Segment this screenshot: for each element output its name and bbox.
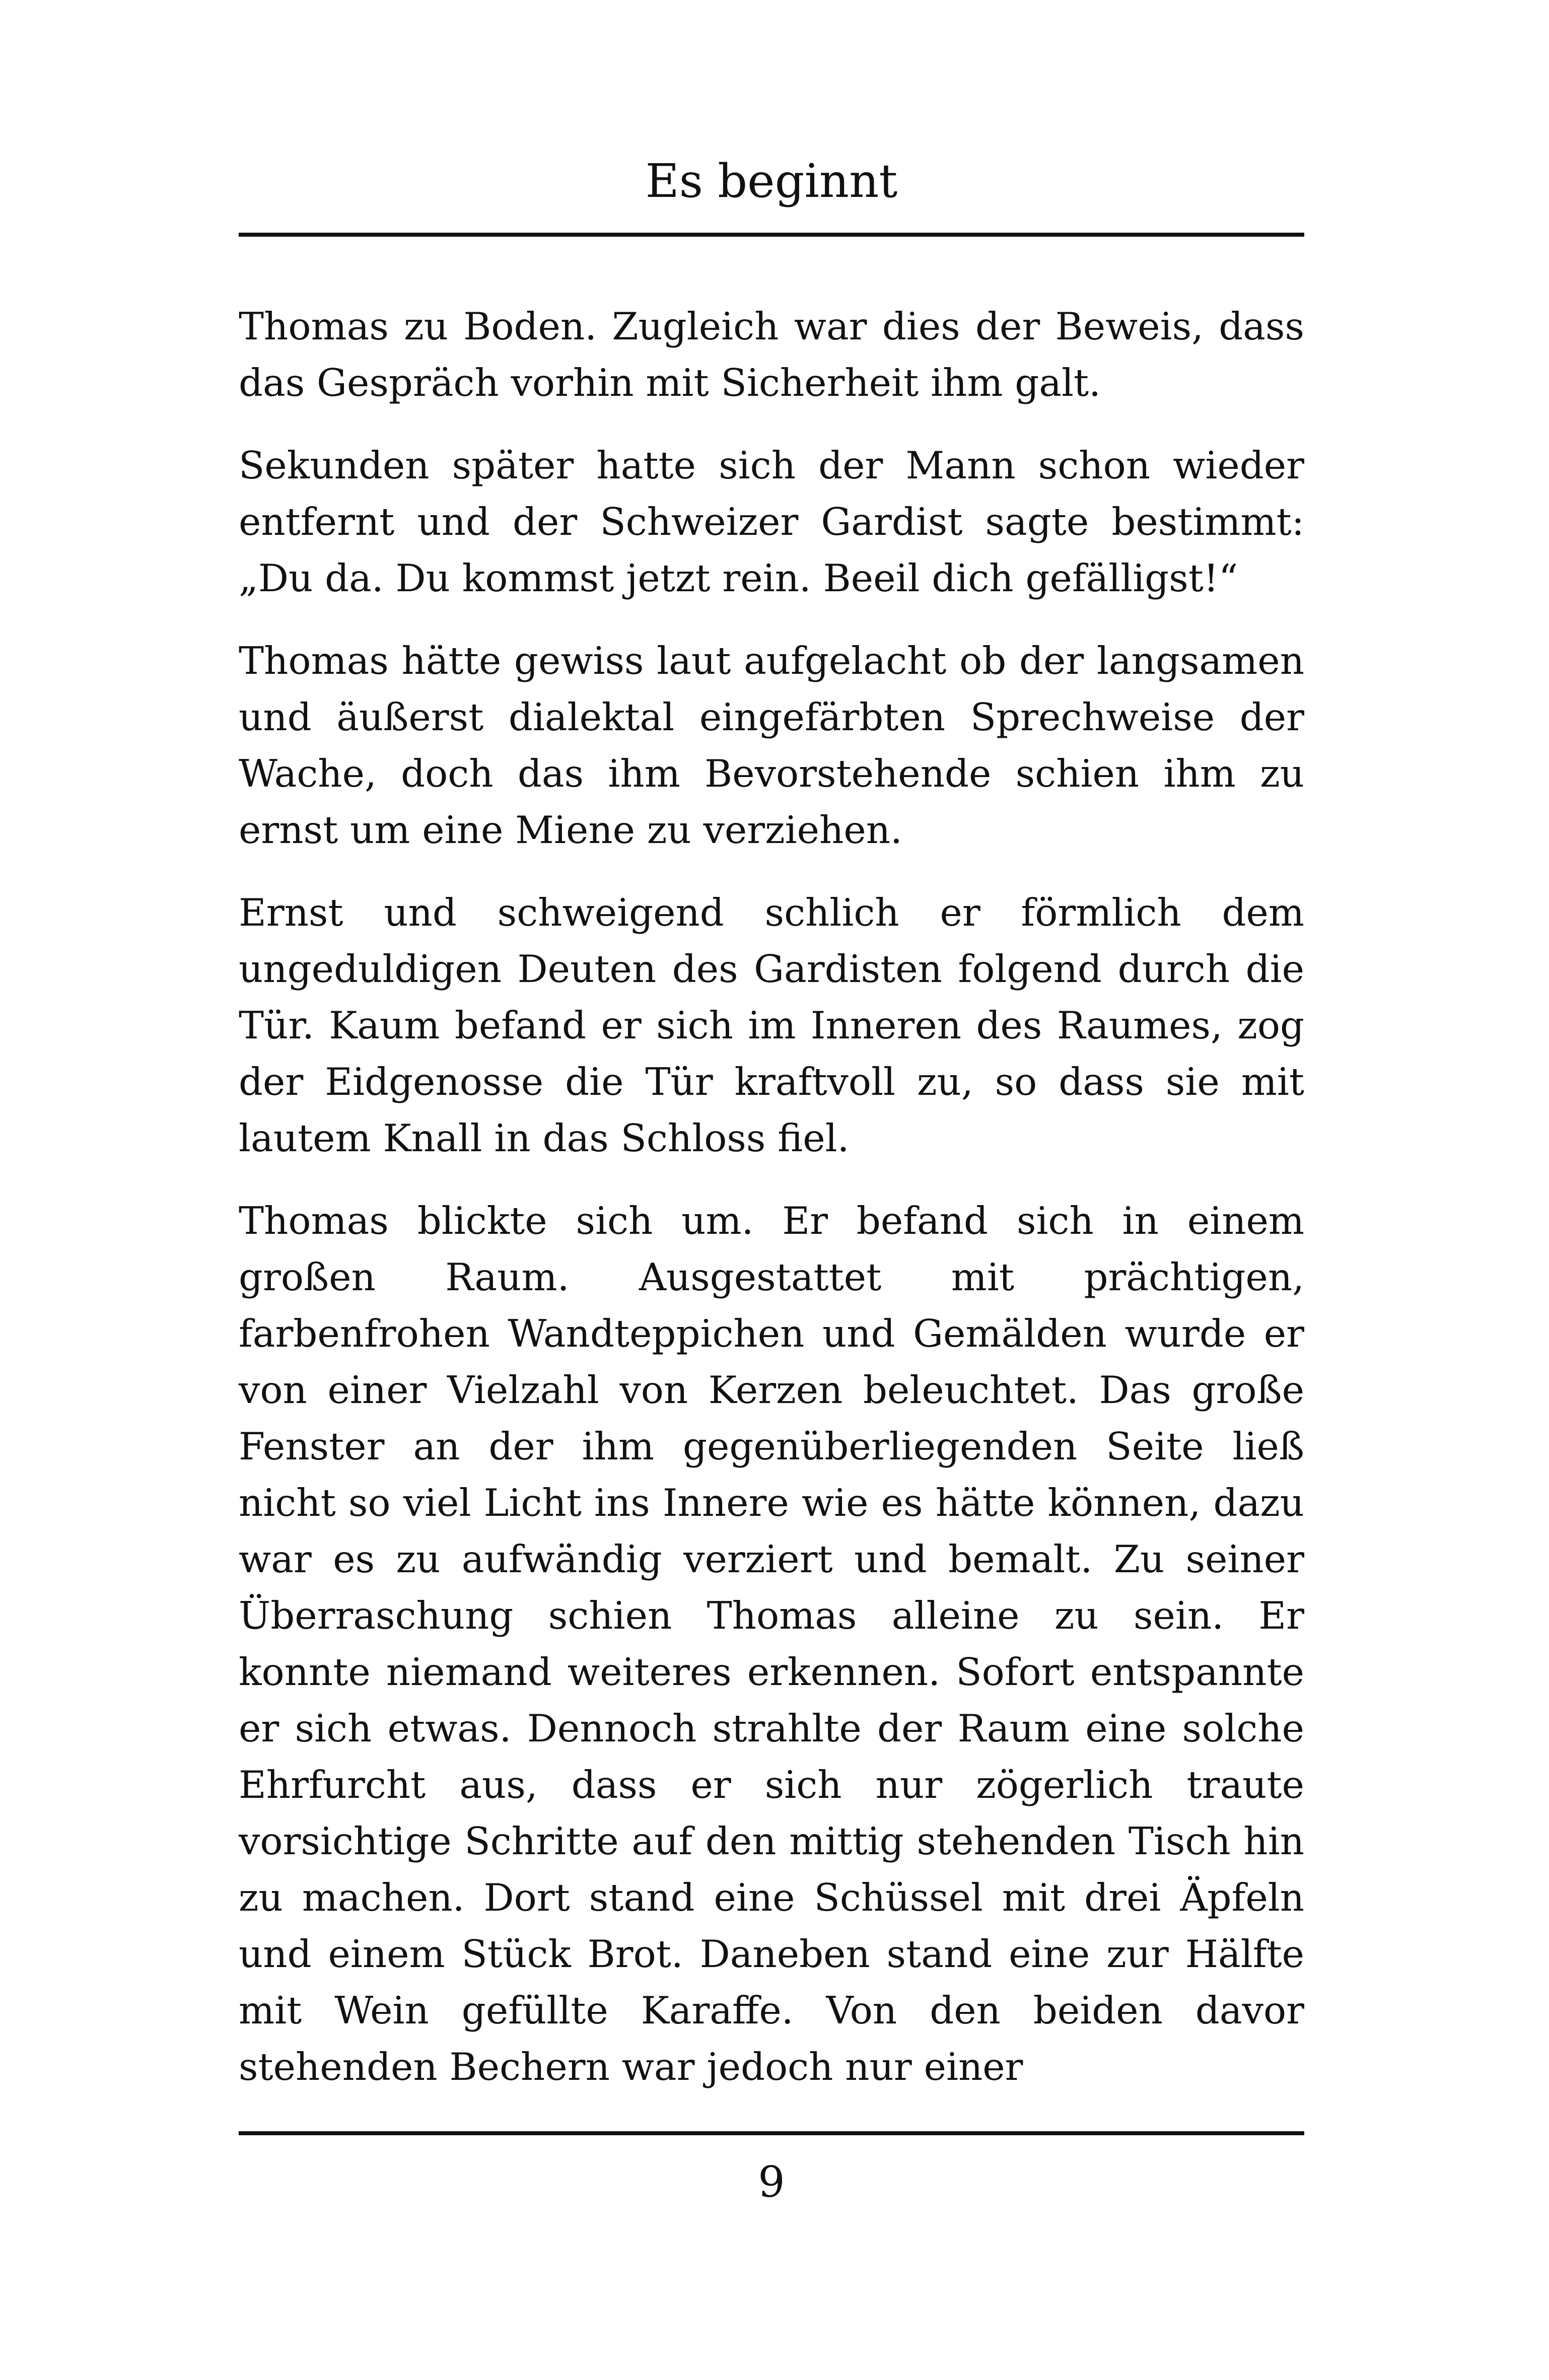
paragraph: Thomas zu Boden. Zugleich war dies der Beweis, dass das Gespräch vorhin mit Sicherheit ihm galt. — [239, 304, 1304, 405]
header-rule — [239, 233, 1304, 237]
running-header: Es beginnt — [645, 154, 898, 208]
footer-rule — [239, 2131, 1304, 2135]
body-text — [239, 298, 1304, 2121]
paragraph: Sekunden später hatte sich der Mann schon wieder entfernt und der Schweizer Gardist sagte bestimmt: „Du da. Du kommst jetzt rein. Beeil dich gefälligst!“ — [239, 443, 1304, 600]
page-number: 9 — [758, 2157, 785, 2207]
paragraph: Thomas hätte gewiss laut aufgelacht ob der langsamen und äußerst dialektal eingefärbten Sprechweise der Wache, doch das ihm Bevorstehende schien ihm zu ernst um eine Miene zu verziehen. — [239, 639, 1304, 852]
paragraph: Thomas blickte sich um. Er befand sich in einem großen Raum. Ausgestattet mit prächtigen, farbenfrohen Wandteppichen und Gemälden wurde er von einer Vielzahl von Kerzen beleuchtet. Das große Fenster an der ihm gegenüberliegenden Seite ließ nicht so viel Licht ins Innere wie es hätte können, dazu war es zu aufwändig verziert und bemalt. Zu seiner Überraschung schien Thomas alleine zu sein. Er konnte niemand weiteres erkennen. Sofort entspannte er sich etwas. Dennoch strahlte der Raum eine solche Ehrfurcht aus, dass er sich nur zögerlich traute vorsichtige Schritte auf den mittig stehenden Tisch hin zu machen. Dort stand eine Schüssel mit drei Äpfeln und einem Stück Brot. Daneben stand eine zur Hälfte mit Wein gefüllte Karaffe. Von den beiden davor stehenden Bechern war jedoch nur einer — [239, 1199, 1304, 2089]
paragraph: Ernst und schweigend schlich er förmlich dem ungeduldigen Deuten des Gardisten folgend durch die Tür. Kaum befand er sich im Inneren des Raumes, zog der Eidgenosse die Tür kraftvoll zu, so dass sie mit lautem Knall in das Schloss fiel. — [239, 890, 1304, 1160]
